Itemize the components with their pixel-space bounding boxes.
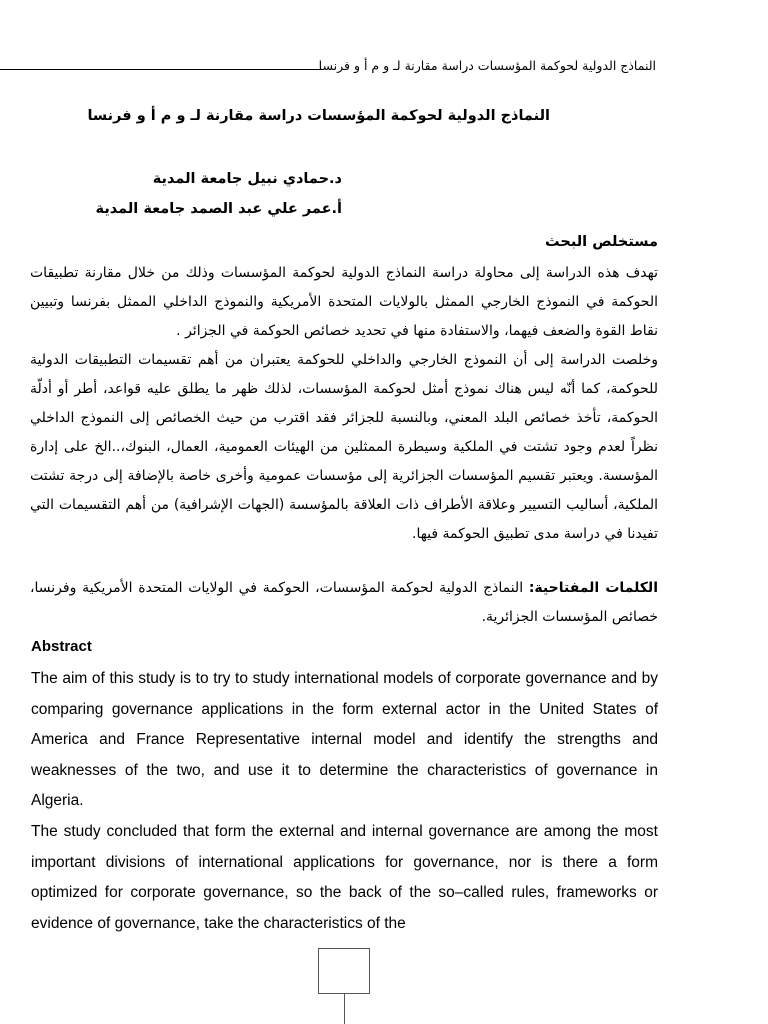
running-header-title: النماذج الدولية لحوكمة المؤسسات دراسة مقارنة لـ و م أ و فرنسا [318,58,656,73]
author-2: أ.عمر علي عبد الصمد جامعة المدية [95,201,342,217]
author-1: د.حمادي نبيل جامعة المدية [152,171,342,187]
keywords-paragraph [30,574,658,632]
arabic-abstract-paragraph-2: وخلصت الدراسة إلى أن النموذج الخارجي والداخلي للحوكمة يعتبران من أهم تقسيمات التطبيقات الدولية للحوكمة، كما أنّه ليس هناك نموذج أمثل لحوكمة المؤسسات، لذلك ظهر ما يطلق عليه قواعد، أطر أو أدلّة الحوكمة، تأخذ خصائص البلد المعني، وبالنسبة للجزائر فقد اقترب من حيث الخصائص إلى النموذج الداخلي نظراً لعدم وجود تشتت في الملكية وسيطرة الممثلين من الهيئات العمومية، العمال، البنوك،..الخ على إدارة المؤسسة. ويعتبر تقسيم المؤسسات الجزائرية إلى مؤسسات عمومية وأخرى خاصة بالإضافة إلى درجة تشتت الملكية، أساليب التسيير وعلاقة الأطراف ذات العلاقة بالمؤسسة (الجهات الإشرافية) من أهم التقسيمات التي تفيدنا في دراسة مدى تطبيق الحوكمة فيها. [30,352,658,542]
arabic-abstract-heading: مستخلص البحث [545,234,658,250]
paper-title: النماذج الدولية لحوكمة المؤسسات دراسة مقارنة لـ و م أ و فرنسا [87,108,550,124]
page-number-box [318,948,370,994]
english-abstract-heading: Abstract [31,638,92,655]
keywords-text: النماذج الدولية لحوكمة المؤسسات، الحوكمة في الولايات المتحدة الأمريكية وفرنسا، خصائص المؤسسات الجزائرية. [30,580,658,625]
keywords-label: الكلمات المفتاحية: [528,580,658,596]
english-abstract-paragraph-2: The study concluded that form the external and internal governance are among the most important divisions of international applications for governance, nor is there a form optimized for corporate governance, so the back of the so–called rules, frameworks or evidence of governance, take the characteristics of the [31,822,658,932]
english-abstract-body [31,664,658,939]
arabic-abstract-paragraph-1: تهدف هذه الدراسة إلى محاولة دراسة النماذج الدولية لحوكمة المؤسسات وذلك من خلال مقارنة تطبيقات الحوكمة في النموذج الخارجي الممثل بالولايات المتحدة الأمريكية والنموذج الداخلي الممثل بفرنسا وتبيين نقاط القوة والضعف فيهما، والاستفادة منها في تحديد خصائص الحوكمة في الجزائر . [30,265,658,339]
header-rule [0,69,322,70]
english-abstract-paragraph-1: The aim of this study is to try to study international models of corporate governance and by comparing governance applications in the form external actor in the United States of America and France Representative internal model and identify the strengths and weaknesses of the two, and use it to determine the characteristics of governance in Algeria. [31,670,658,810]
page-number-stem [344,994,345,1024]
arabic-abstract-body [30,259,658,549]
